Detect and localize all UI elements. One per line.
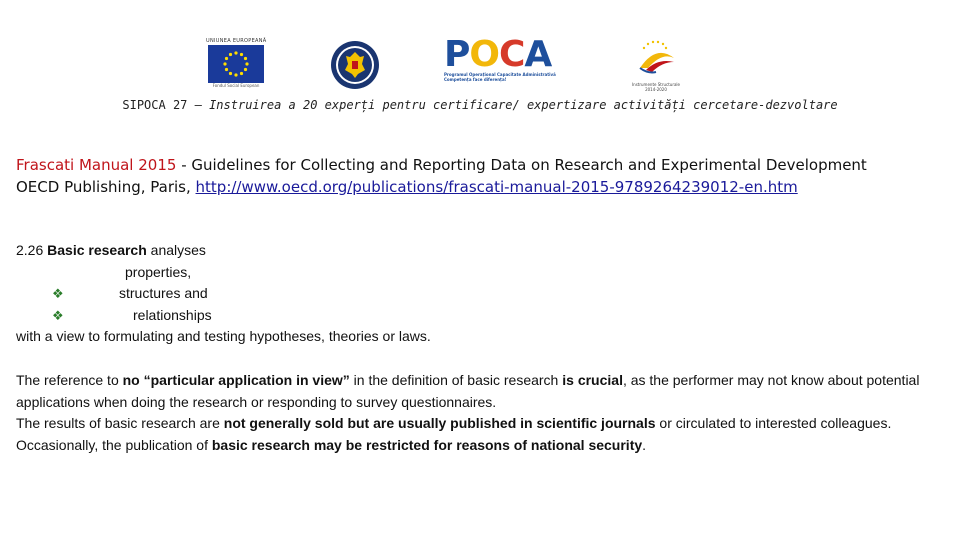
source-description: - Guidelines for Collecting and Reporting Data on Research and Experimental Development: [176, 156, 867, 174]
definition-intro: [16, 240, 936, 262]
eu-flag-icon: [208, 45, 264, 83]
item-text: properties,: [125, 263, 192, 280]
poca-letter-c: C: [499, 34, 525, 75]
definition-closing: with a view to formulating and testing hypotheses, theories or laws.: [16, 328, 431, 344]
item-text: relationships: [133, 306, 212, 323]
poca-subtitle: Programul Operațional Capacitate Administrativă: [444, 72, 556, 77]
emphasis: is crucial: [562, 372, 623, 388]
header-prefix: SIPOCA 27 –: [122, 98, 210, 112]
structural-instruments-icon: [626, 38, 686, 78]
emphasis: no “particular application in view”: [122, 372, 350, 388]
logo-row: [0, 34, 960, 94]
diamond-bullet-icon: ❖: [52, 307, 64, 323]
eu-logo-caption: UNIUNEA EUROPEANĂ: [206, 38, 267, 44]
definition-item: [16, 283, 936, 305]
eu-logo: [206, 38, 266, 89]
definition-verb: analyses: [146, 242, 206, 258]
definition-item: [16, 305, 936, 327]
definition-item: [16, 262, 936, 284]
paragraph-reference: [16, 370, 936, 413]
paragraph-security: [16, 435, 936, 457]
structural-instruments-years: 2014-2020: [645, 87, 667, 92]
eu-logo-footer: Fondul Social European: [212, 83, 260, 88]
emphasis: basic research may be restricted for reasons of national security: [211, 436, 643, 453]
explanation-block: [16, 370, 936, 456]
definition-number: 2.26: [16, 242, 48, 258]
definition-block: [16, 240, 936, 348]
text-run: .: [642, 436, 647, 453]
structural-instruments-caption: Instrumente Structurale: [632, 82, 680, 87]
text-run: Occasionally, the publication of: [16, 436, 212, 453]
source-link[interactable]: http://www.oecd.org/publications/frascati-manual-2015-9789264239012-en.htm: [195, 178, 798, 196]
reference-block: [16, 154, 951, 198]
text-run: , as the performer may not know about potential applications when doing the research or responding to survey questionnaires.: [16, 372, 920, 410]
text-run: or circulated to interested colleagues.: [655, 415, 892, 431]
header-title: Instruirea a 20 experți pentru certificare/ expertizare activități cercetare-dezvoltare: [209, 98, 838, 112]
text-run: The reference to: [16, 372, 123, 388]
item-text: structures and: [119, 285, 208, 301]
definition-term: Basic research: [47, 242, 147, 258]
text-run: The results of basic research are: [16, 415, 224, 431]
poca-letter-a: A: [524, 34, 552, 75]
poca-slogan: Competența face diferența!: [444, 77, 507, 82]
poca-logo: [444, 34, 564, 82]
paragraph-results: [16, 413, 936, 435]
poca-letter-p: P: [444, 34, 470, 75]
text-run: in the definition of basic research: [349, 372, 563, 388]
reference-line-1: [16, 154, 951, 176]
structural-instruments-logo: [626, 38, 686, 92]
diamond-bullet-icon: ❖: [52, 286, 64, 301]
source-title: Frascati Manual 2015: [16, 156, 177, 174]
emphasis: not generally sold but are usually published in scientific journals: [223, 415, 656, 431]
government-emblem-icon: [330, 40, 380, 90]
publisher: OECD Publishing, Paris,: [16, 178, 196, 196]
page-header: [0, 98, 960, 112]
poca-letter-o: O: [469, 34, 499, 75]
reference-line-2: [16, 176, 951, 198]
